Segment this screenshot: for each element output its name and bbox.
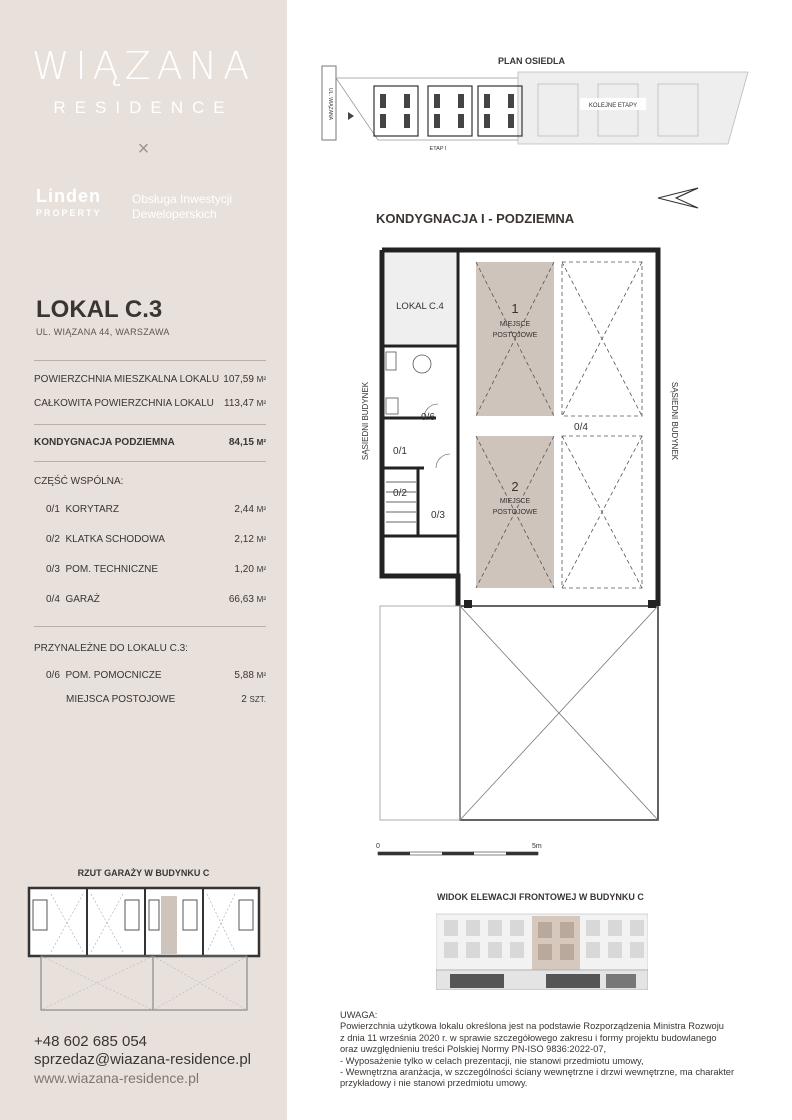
spot-1-text-1: MIEJSCE [499,321,531,328]
site-plan-title: PLAN OSIEDLA [498,56,566,66]
label-room-03: 0/3 [431,510,445,521]
spot-1-number: 1 [511,301,519,316]
spot-2-text-2: POSTOJOWE [492,509,538,516]
spot-1-text-2: POSTOJOWE [492,332,538,339]
thumb-title: RZUT GARAŻY W BUDYNKU C [77,868,210,878]
label-lokal-c4: LOKAL C.4 [396,301,444,312]
label-room-04: 0/4 [574,422,588,433]
note [340,1010,760,1090]
note-line: - Wyposażenie tylko w celach prezentacji, nie stanowi przedmiotu umowy, [340,1055,644,1066]
area-value: 107,59 M² [223,374,266,385]
note-line: z dnia 11 września 2020 r. w sprawie szczegółowego zakresu i formy projektu budowlanego [340,1032,717,1043]
garage-overview-plan [27,886,261,1012]
divider [34,360,266,361]
area-value: 113,47 M² [224,398,266,409]
area-value: 84,15 M² [228,437,266,448]
note-line: oraz uwzględnieniu treści Polskiej Normy PN-ISO 9836:2022-07, [340,1044,607,1055]
label-neighbor-left: SĄSIEDNI BUDYNEK [361,381,370,461]
note-line: - Wewnętrzna aranżacja, w szczególności ściany wewnętrzne i drzwi wewnętrzne, ma charakter [340,1067,735,1078]
lokal-address: UL. WIĄZANA 44, WARSZAWA [36,327,170,337]
contact-phone[interactable]: +48 602 685 054 [34,1033,148,1050]
note-line: przykładowy i nie stanowi przedmiotu umowy. [340,1078,528,1089]
logo-wiazana: WIĄZANA [31,44,256,88]
note-title: UWAGA: [340,1010,378,1020]
label-neighbor-right: SĄSIEDNI BUDYNEK [670,381,679,461]
site-next-stages: KOLEJNE ETAPY [588,103,638,109]
site-plan [318,64,752,154]
partner-desc-line-1: Obsługa Inwestycji [132,192,233,206]
partner-desc-line-2: Deweloperskich [132,207,217,221]
site-stage1: ETAP I [429,146,447,152]
lokal-title: LOKAL C.3 [36,296,163,323]
front-elevation [436,906,648,990]
spot-2-text-1: MIEJSCE [499,498,531,505]
scale-0: 0 [376,843,380,850]
area-label: POWIERZCHNIA MIESZKALNA LOKALU [34,374,220,385]
area-label: KONDYGNACJA PODZIEMNA [34,437,175,448]
logo-residence: RESIDENCE [53,98,234,117]
north-arrow-icon [656,184,700,212]
note-line: Powierzchnia użytkowa lokalu określona jest na podstawie Rozporządzenia Ministra Rozwoju [340,1021,724,1032]
area-label: CAŁKOWITA POWIERZCHNIA LOKALU [34,398,214,409]
scale-5m: 5m [532,843,542,850]
partner-name-2: PROPERTY [36,208,102,218]
label-room-06: 0/6 [421,412,435,423]
info-panel: WIĄZANA RESIDENCE × Linden PROPERTY Obsługa Inwestycji Deweloperskich LOKAL C.3 UL. WIĄZANA 44, WARSZAWA POWIERZCHNIA MIESZKALNA LOKALU 107,59 M² CAŁKOWITA POWIERZCHNIA LOKALU 113,47 M² KONDYGNACJA PODZIEMNA 84,15 M² CZĘŚĆ WSPÓLNA: 0/1 KORYTARZ 2,44 M² 0/2 KLATKA SCHODOWA 2,12 M² 0/3 POM. TECHNICZNE 1,20 M² 0/4 GARAŻ 66,63 M² PRZYNALEŻNE DO LOKALU C.3: 0/6 POM. POMOCNICZE 5,88 M² MIEJSCA POSTOJOWE 2 SZT. RZUT GARAŻY W BUDYNKU C +48 602 685 054 sprzedaz@wiazana-residence.pl www.wiazana-residence.pl [0,0,287,1120]
divider [34,424,266,425]
spot-2-number: 2 [511,479,519,494]
partner-logo [36,186,233,221]
label-room-02: 0/2 [393,488,407,499]
contact-website[interactable]: www.wiazana-residence.pl [34,1070,199,1086]
partner-desc [132,192,272,222]
label-room-01: 0/1 [393,446,407,457]
divider [34,461,266,462]
collab-cross: × [137,138,150,160]
floor-plan-title: KONDYGNACJA I - PODZIEMNA [376,211,575,226]
floor-plan [330,236,730,856]
partner-name: Linden [36,186,101,206]
divider [34,626,266,627]
front-elevation-title: WIDOK ELEWACJI FRONTOWEJ W BUDYNKU C [437,892,644,902]
contact-email[interactable]: sprzedaz@wiazana-residence.pl [34,1051,252,1068]
site-street: UL. WIĄZANA [327,88,333,120]
